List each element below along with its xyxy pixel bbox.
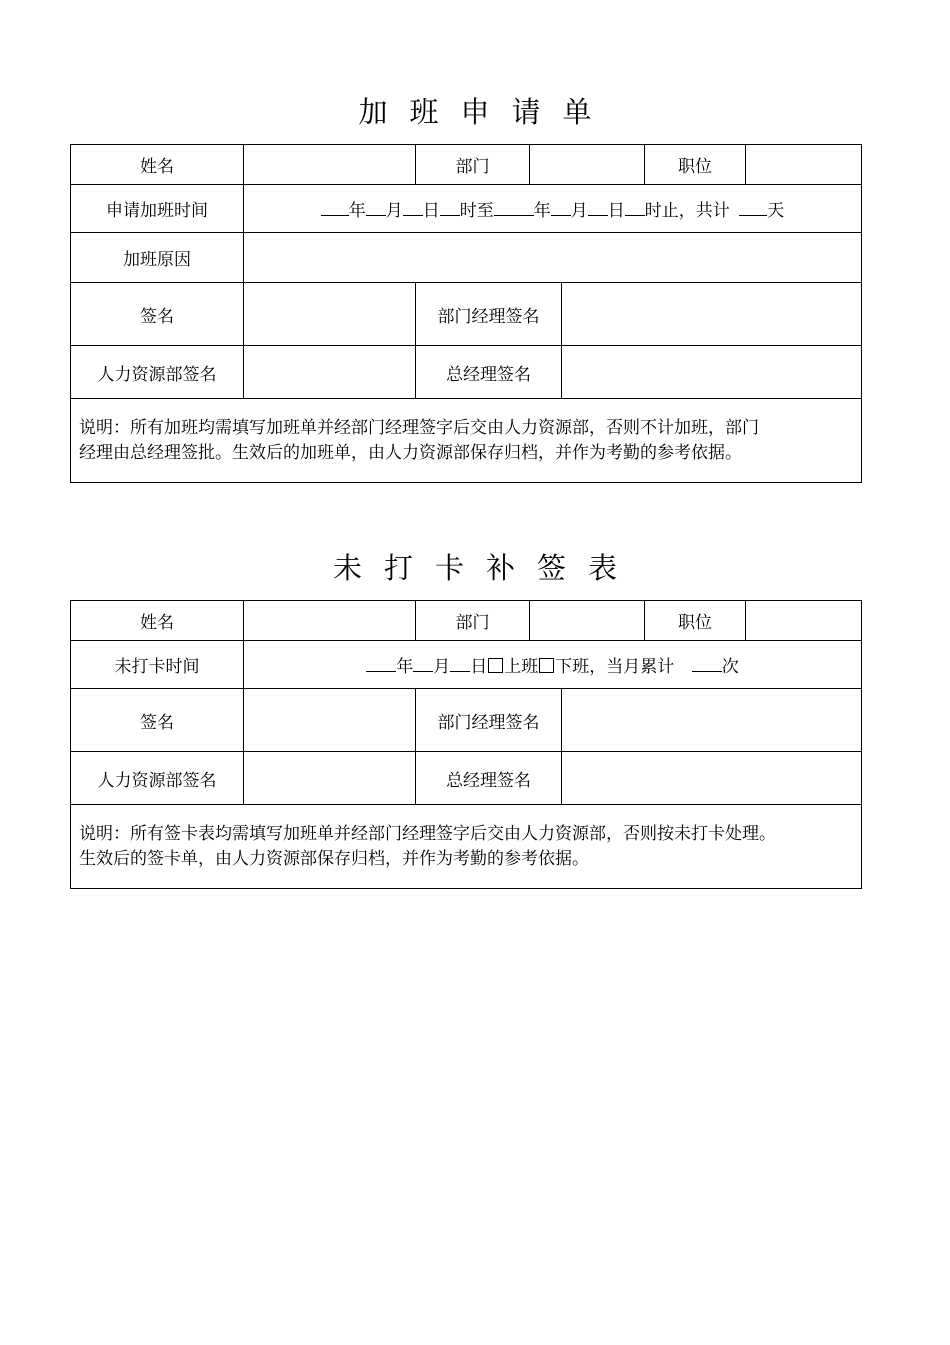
overtime-time-field[interactable]: 年 月 日 时至 年 月 日 时止，共计 天: [244, 185, 862, 233]
overtime-form-title: 加班申请单: [358, 95, 614, 129]
overtime-reason-label: 加班原因: [71, 233, 244, 283]
name-field[interactable]: [244, 145, 416, 185]
signature-label: 签名: [71, 689, 244, 752]
position-label: 职位: [645, 601, 746, 641]
hr-signature-field[interactable]: [244, 752, 416, 805]
signature-field[interactable]: [244, 283, 416, 346]
overtime-time-label: 申请加班时间: [71, 185, 244, 233]
on-duty-checkbox[interactable]: [488, 658, 503, 673]
overtime-note: [71, 399, 862, 483]
gm-signature-label: 总经理签名: [416, 346, 562, 399]
name-label: 姓名: [71, 145, 244, 185]
dept-manager-signature-label: 部门经理签名: [416, 283, 562, 346]
department-field[interactable]: [530, 145, 645, 185]
name-label: 姓名: [71, 601, 244, 641]
hr-signature-label: 人力资源部签名: [71, 346, 244, 399]
overtime-note-line-2: 经理由总经理签批。生效后的加班单，由人力资源部保存归档，并作为考勤的参考依据。: [79, 442, 742, 463]
hr-signature-field[interactable]: [244, 346, 416, 399]
off-duty-checkbox[interactable]: [539, 658, 554, 673]
gm-signature-field[interactable]: [562, 752, 862, 805]
missed-punch-form-table: [70, 600, 862, 889]
overtime-note-line-1: 说明：所有加班均需填写加班单并经部门经理签字后交由人力资源部，否则不计加班，部门: [79, 417, 759, 438]
overtime-form-table: [70, 144, 862, 483]
dept-manager-signature-field[interactable]: [562, 283, 862, 346]
signature-label: 签名: [71, 283, 244, 346]
department-label: 部门: [416, 145, 530, 185]
dept-manager-signature-field[interactable]: [562, 689, 862, 752]
name-field[interactable]: [244, 601, 416, 641]
missed-punch-time-field[interactable]: 年 月 日 上班 下班，当月累计 次: [244, 641, 862, 689]
gm-signature-field[interactable]: [562, 346, 862, 399]
missed-punch-time-label: 未打卡时间: [71, 641, 244, 689]
position-label: 职位: [645, 145, 746, 185]
dept-manager-signature-label: 部门经理签名: [416, 689, 562, 752]
department-field[interactable]: [530, 601, 645, 641]
missed-punch-note-line-2: 生效后的签卡单，由人力资源部保存归档，并作为考勤的参考依据。: [79, 848, 589, 869]
department-label: 部门: [416, 601, 530, 641]
missed-punch-form-title: 未打卡补签表: [332, 551, 639, 585]
missed-punch-note: [71, 805, 862, 889]
hr-signature-label: 人力资源部签名: [71, 752, 244, 805]
gm-signature-label: 总经理签名: [416, 752, 562, 805]
signature-field[interactable]: [244, 689, 416, 752]
overtime-reason-field[interactable]: [244, 233, 862, 283]
position-field[interactable]: [746, 145, 862, 185]
position-field[interactable]: [746, 601, 862, 641]
missed-punch-note-line-1: 说明：所有签卡表均需填写加班单并经部门经理签字后交由人力资源部，否则按未打卡处理。: [79, 823, 776, 844]
